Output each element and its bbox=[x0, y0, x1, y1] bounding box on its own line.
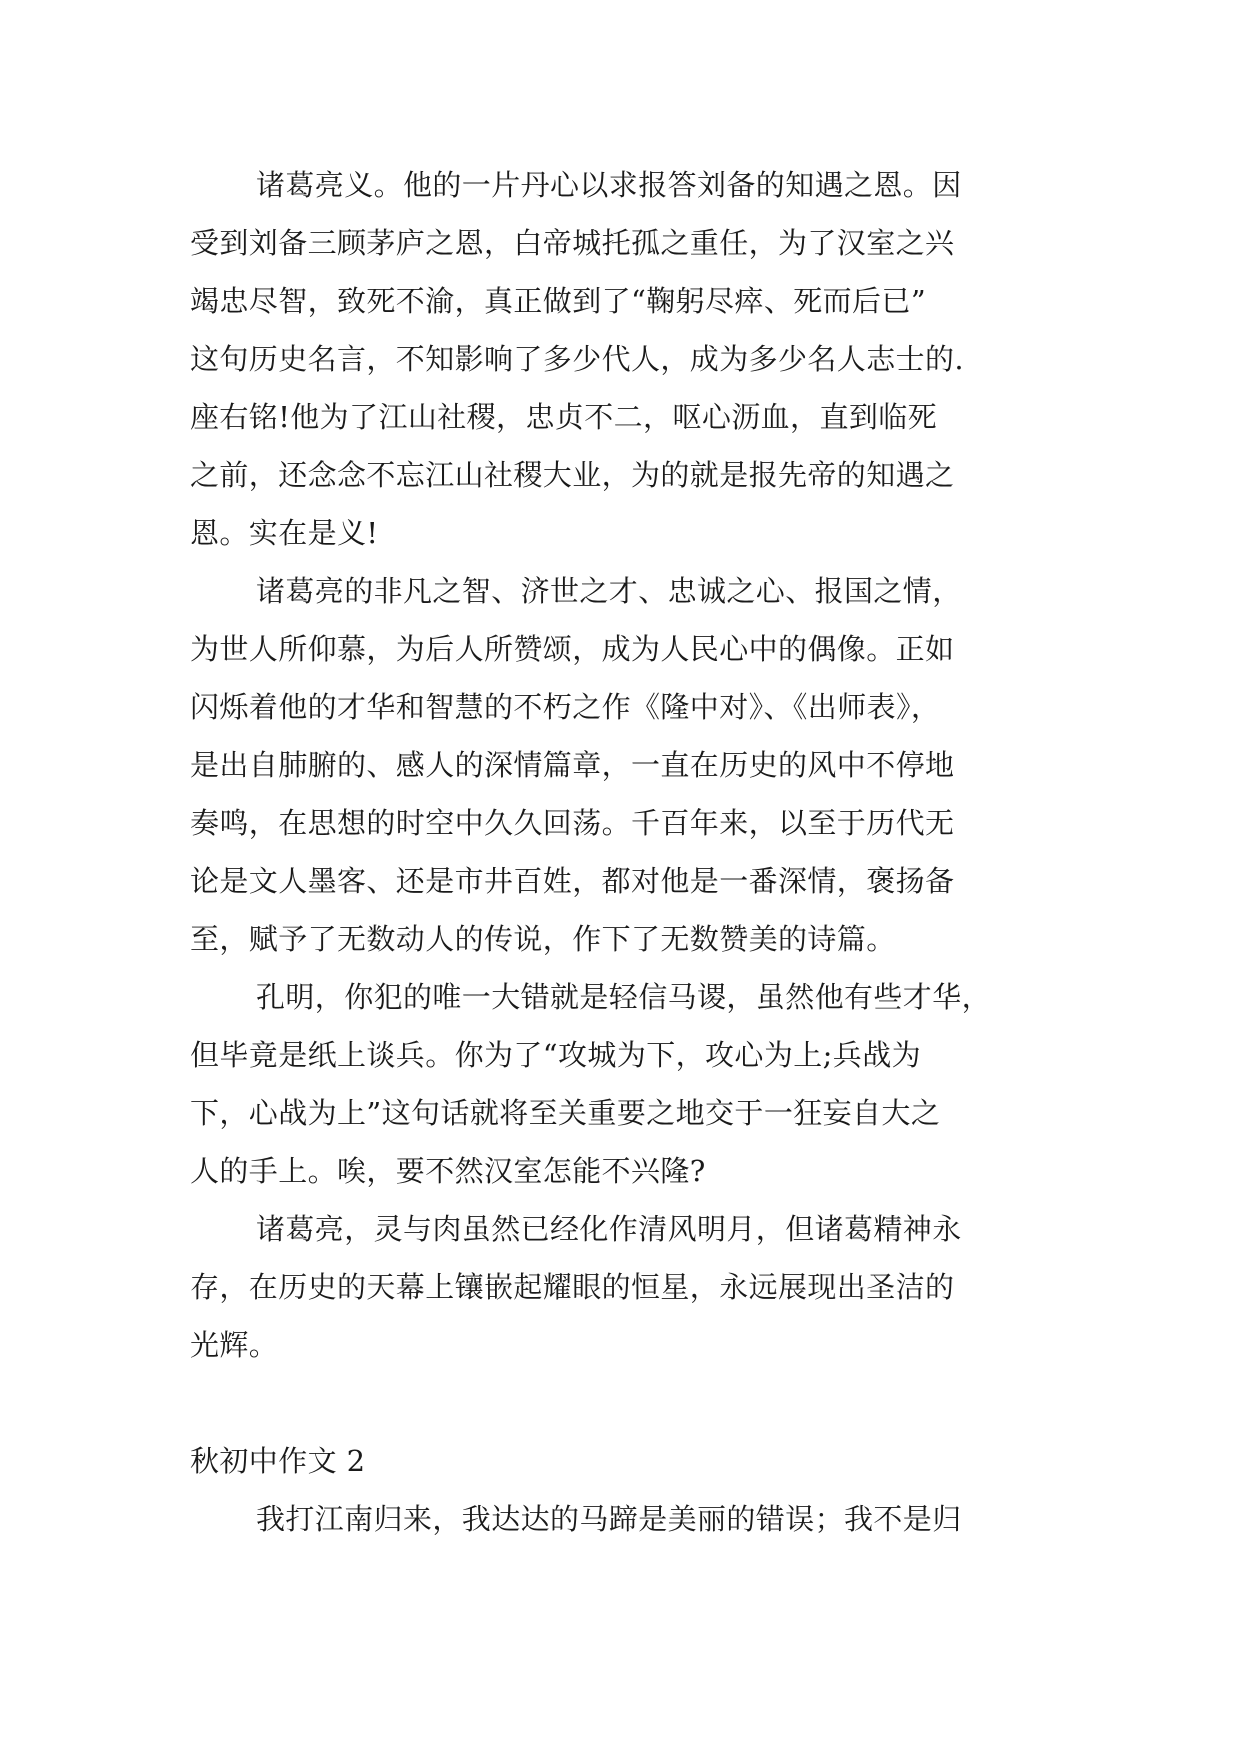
text-line: 论是文人墨客、还是市井百姓，都对他是一番深情，褒扬备 bbox=[190, 864, 955, 898]
text-line: 但毕竟是纸上谈兵。你为了“攻城为下，攻心为上;兵战为 bbox=[190, 1038, 921, 1072]
text-line: 诸葛亮的非凡之智、济世之才、忠诚之心、报国之情， bbox=[256, 574, 962, 608]
text-line: 是出自肺腑的、感人的深情篇章，一直在历史的风中不停地 bbox=[190, 748, 955, 782]
text-line: 下，心战为上”这句话就将至关重要之地交于一狂妄自大之 bbox=[190, 1096, 941, 1130]
text-line: 存，在历史的天幕上镶嵌起耀眼的恒星，永远展现出圣洁的 bbox=[190, 1270, 955, 1304]
text-line: 恩。实在是义! bbox=[190, 516, 379, 550]
text-line: 受到刘备三顾茅庐之恩，白帝城托孤之重任，为了汉室之兴 bbox=[190, 226, 955, 260]
text-line: 为世人所仰慕，为后人所赞颂，成为人民心中的偶像。正如 bbox=[190, 632, 955, 666]
text-line: 闪烁着他的才华和智慧的不朽之作《隆中对》、《出师表》， bbox=[190, 690, 941, 724]
text-line: 座右铭!他为了江山社稷，忠贞不二，呕心沥血，直到临死 bbox=[190, 400, 938, 434]
text-line: 这句历史名言，不知影响了多少代人，成为多少名人志士的. bbox=[190, 342, 965, 376]
text-line: 诸葛亮义。他的一片丹心以求报答刘备的知遇之恩。因 bbox=[256, 168, 962, 202]
section-heading: 秋初中作文 2 bbox=[190, 1444, 366, 1478]
text-line: 奏鸣，在思想的时空中久久回荡。千百年来，以至于历代无 bbox=[190, 806, 955, 840]
text-line: 人的手上。唉，要不然汉室怎能不兴隆? bbox=[190, 1154, 706, 1188]
text-line: 竭忠尽智，致死不渝，真正做到了“鞠躬尽瘁、死而后已” bbox=[190, 284, 927, 318]
text-line: 孔明，你犯的唯一大错就是轻信马谡，虽然他有些才华， bbox=[256, 980, 992, 1014]
text-line: 我打江南归来，我达达的马蹄是美丽的错误；我不是归 bbox=[256, 1502, 962, 1536]
document-body bbox=[190, 156, 1050, 1548]
text-line: 光辉。 bbox=[190, 1328, 279, 1362]
text-line: 至，赋予了无数动人的传说，作下了无数赞美的诗篇。 bbox=[190, 922, 896, 956]
text-line: 诸葛亮，灵与肉虽然已经化作清风明月，但诸葛精神永 bbox=[256, 1212, 962, 1246]
text-line: 之前，还念念不忘江山社稷大业，为的就是报先帝的知遇之 bbox=[190, 458, 955, 492]
